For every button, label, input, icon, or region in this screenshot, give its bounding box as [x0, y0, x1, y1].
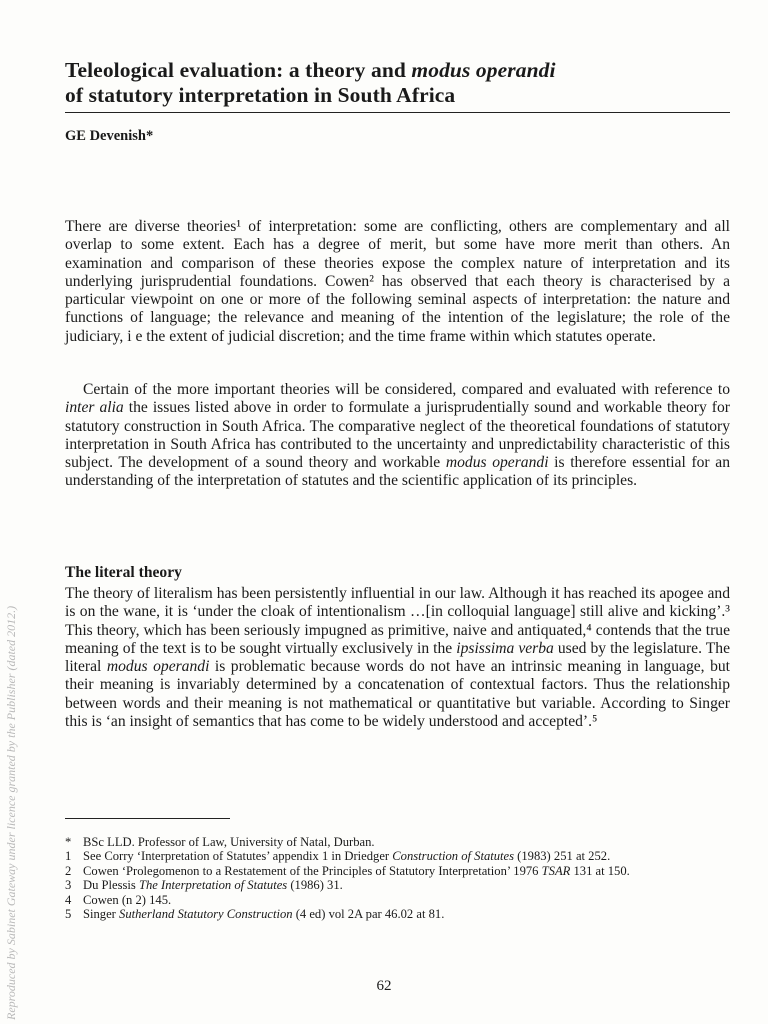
p2-text-e: is therefore essential for an understanding of the interpretation of statutes and the scientific application of its principles. — [65, 454, 730, 490]
footnote-italic: TSAR — [541, 863, 571, 878]
footnotes — [65, 836, 730, 922]
reproduction-watermark: Reproduced by Sabinet Gateway under licence granted by the Publisher (dated 2012.) — [4, 605, 18, 1020]
footnote-mark: * — [65, 835, 72, 849]
footnote-text-a: See Corry ‘Interpretation of Statutes’ appendix 1 in Driedger — [83, 849, 393, 864]
p3-text-c: used by the legislature. The literal — [65, 639, 730, 676]
footnote — [65, 836, 730, 849]
footnote-mark: 4 — [65, 892, 72, 907]
footnote-text — [83, 894, 730, 907]
footnote — [65, 850, 730, 863]
footnote-mark: 2 — [65, 863, 72, 878]
footnote-mark: 1 — [65, 849, 72, 864]
p3-italic-ipsissima-verba: ipsissima verba — [456, 639, 554, 657]
p2-italic-inter-alia: inter alia — [65, 399, 124, 417]
footnote — [65, 908, 730, 921]
footnote-text — [83, 908, 730, 921]
footnote-text-a: BSc LLD. Professor of Law, University of Natal, Durban. — [83, 835, 375, 849]
footnote-text-a: Du Plessis — [83, 878, 139, 893]
footnote-text-a: Cowen ‘Prolegomenon to a Restatement of the Principles of Statutory Interpretation’ 1976 — [83, 863, 542, 878]
p3-italic-modus-operandi: modus operandi — [106, 658, 210, 676]
footnote-text-b: (4 ed) vol 2A par 46.02 at 81. — [292, 907, 445, 922]
footnote — [65, 879, 730, 892]
title-line2: of statutory interpretation in South Africa — [65, 83, 456, 107]
paragraph-literal-theory — [65, 585, 730, 731]
footnote-italic: The Interpretation of Statutes — [138, 878, 288, 893]
p3-text-a: The theory of literalism has been persistently influential in our law. Although it has reached its apogee and is on the wane, it is ‘under the cloak of intentionalism …[in colloquial language] still alive and kicking’.³ This theory, which has been seriously impugned as primitive, naive and antiquated,⁴ contends that the true meaning of the text is to be sought virtually exclusively in the — [65, 585, 730, 657]
p2-text-a: Certain of the more important theories will be considered, compared and evaluated with reference to — [83, 381, 730, 398]
title-rule — [65, 112, 730, 113]
footnote — [65, 865, 730, 878]
footnote-text — [83, 836, 730, 849]
p2-italic-modus-operandi: modus operandi — [445, 454, 549, 472]
article-title — [65, 58, 730, 108]
page-number: 62 — [376, 978, 392, 994]
author-name: GE Devenish* — [65, 128, 154, 144]
article-page — [65, 58, 730, 922]
paragraph-intro: There are diverse theories¹ of interpretation: some are conflicting, others are complementary and all overlap to some extent. Each has a degree of merit, but some have more merit than others. An examination and comparison of these theories expose the complex nature of interpretation and its underlying jurisprudential foundations. Cowen² has observed that each theory is characterised by a particular viewpoint on one or more of the following seminal aspects of interpretation: the nature and functions of language; the relevance and meaning of the intention of the legislature; the role of the judiciary, i e the extent of judicial discretion; and the time frame within which statutes operate. — [65, 218, 730, 345]
footnote-mark: 3 — [65, 878, 72, 893]
footnote — [65, 894, 730, 907]
footnote-text-b: 131 at 150. — [570, 863, 630, 878]
title-italic: modus operandi — [411, 58, 556, 82]
footnote-italic: Construction of Statutes — [392, 849, 515, 864]
footnote-text-a: Cowen (n 2) 145. — [83, 892, 172, 907]
footnote-text — [83, 850, 730, 863]
footnote-rule — [65, 818, 230, 819]
footnote-text — [83, 879, 730, 892]
p2-text-c: the issues listed above in order to formulate a jurisprudentially sound and workable theory for statutory construction in South Africa. The comparative neglect of the theoretical foundations of statutory interpretation in South Africa has contributed to the uncertainty and unpredictability characteristic of this subject. The development of a sound theory and workable — [65, 399, 730, 472]
footnote-text-b: (1983) 251 at 252. — [514, 849, 611, 864]
section-heading-literal-theory: The literal theory — [65, 564, 182, 581]
p3-text-e: is problematic because words do not have an intrinsic meaning in language, but their meaning is invariably determined by a concatenation of contextual factors. Thus the relationship between words and their meaning is not mathematical or quantitative but variable. According to Singer this is ‘an insight of semantics that has come to be widely understood and accepted’.⁵ — [65, 658, 730, 731]
footnote-mark: 5 — [65, 907, 72, 922]
paragraph-second — [65, 381, 730, 491]
footnote-text — [83, 865, 730, 878]
footnote-italic: Sutherland Statutory Construction — [119, 907, 293, 922]
footnote-text-a: Singer — [83, 907, 120, 922]
title-part1: Teleological evaluation: a theory and — [65, 58, 412, 82]
footnote-text-b: (1986) 31. — [287, 878, 343, 893]
